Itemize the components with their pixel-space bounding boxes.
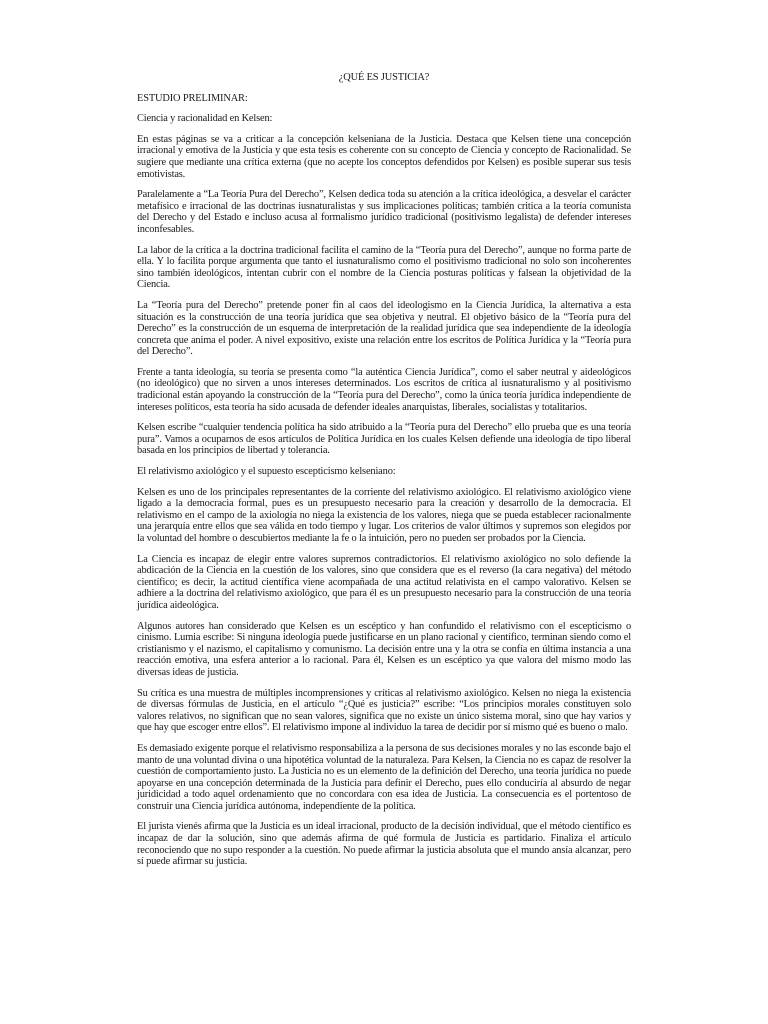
- paragraph: Kelsen es uno de los principales representantes de la corriente del relativismo axiológico. El relativismo axiológico viene ligado a la democracia formal, pues es un presupuesto necesario para la creación y desarrollo de la democracia. El relativismo en el campo de la axiología no niega la existencia de los valores, niega que se pueda establecer racionalmente una jerarquía entre ellos que sea válida en todo tiempo y lugar. Los criterios de valor últimos y supremos son elegidos por la voluntad del hombre o descubiertos mediante la fe o la intuición, pero no pueden ser probados por la Ciencia.: [137, 486, 631, 544]
- paragraph: La Ciencia es incapaz de elegir entre valores supremos contradictorios. El relativismo axiológico no solo defiende la abdicación de la Ciencia en la cuestión de los valores, sino que considera que es el reverso (la cara negativa) del método científico; es decir, la actitud científica viene acompañada de una actitud relativista en el campo valorativo. Kelsen se adhiere a la doctrina del relativismo axiológico, que para él es un presupuesto necesario para la construcción de una teoría jurídica aideológica.: [137, 553, 631, 611]
- paragraph: El jurista vienés afirma que la Justicia es un ideal irracional, producto de la decisión individual, que el método científico es incapaz de dar la solución, sino que además afirma de qué formula de Justicia es partidario. Finaliza el artículo reconociendo que no supo responder a la cuestión. No puede afirmar la justicia absoluta que el mundo ansía alcanzar, pero sí puede afirmar su justicia.: [137, 821, 631, 868]
- section-heading: ESTUDIO PRELIMINAR:: [137, 92, 248, 104]
- paragraph: Frente a tanta ideología, su teoría se presenta como “la auténtica Ciencia Jurídica”, como el saber neutral y aideológicos (no ideológico) que no sirven a unos intereses determinados. Los escritos de crítica al iusnaturalismo y al positivismo tradicional están apoyando la construcción de la “Teoría pura del Derecho”, como la única teoría jurídica independiente de intereses políticos, esta teoría ha sido acusada de defender ideales anarquistas, liberales, socialistas y totalitarios.: [137, 366, 631, 413]
- paragraph: Paralelamente a “La Teoría Pura del Derecho”, Kelsen dedica toda su atención a la crítica ideológica, a desvelar el carácter metafísico e irracional de las doctrinas iusnaturalistas y sus implicaciones políticas; también critica a la teoría comunista del Derecho y del Estado e incluso acusa al formalismo jurídico tradicional (positivismo legalista) de defender intereses inconfesables.: [137, 189, 631, 235]
- subheading-ciencia-racionalidad: Ciencia y racionalidad en Kelsen:: [137, 113, 273, 125]
- document-title: ¿QUÉ ES JUSTICIA?: [338, 72, 430, 83]
- paragraph: La “Teoría pura del Derecho” pretende poner fin al caos del ideologismo en la Ciencia Jurídica, la alternativa a esta situación es la construcción de una teoría jurídica que sea objetiva y neutral. El objetivo básico de la “Teoría pura del Derecho” es la construcción de un esquema de interpretación de la realidad jurídica que sea independiente de la ideología concreta que anima el poder. A nivel expositivo, existe una relación entre los escritos de Política Jurídica y la “Teoría pura del Derecho”.: [137, 299, 631, 358]
- subheading-relativismo: El relativismo axiológico y el supuesto escepticismo kelseniano:: [137, 466, 396, 478]
- paragraph: Kelsen escribe “cualquier tendencia política ha sido atribuido a la “Teoría pura del Derecho” ello prueba que es una teoría pura”. Vamos a ocuparnos de esos artículos de Política Jurídica en los cuales Kelsen defiende una ideología de tipo liberal basada en los principios de libertad y tolerancia.: [137, 422, 631, 457]
- document-page: [137, 72, 631, 877]
- paragraph: Es demasiado exigente porque el relativismo responsabiliza a la persona de sus decisiones morales y no las esconde bajo el manto de una voluntad divina o una hipotética voluntad de la naturaleza. Para Kelsen, la Ciencia no es capaz de resolver la cuestión de comportamiento justo. La Justicia no es un elemento de la definición del Derecho, una teoría jurídica no puede apoyarse en una concepción determinada de la Justicia para definir el Derecho, pues ello conduciría al absurdo de negar juridicidad a todo aquel ordenamiento que no concordara con esa idea de Justicia. La consecuencia es el portentoso de construir una Ciencia jurídica autónoma, independiente de la política.: [137, 742, 631, 812]
- paragraph: Algunos autores han considerado que Kelsen es un escéptico y han confundido el relativismo con el escepticismo o cinismo. Lumia escribe: Si ninguna ideología puede justificarse en un plano racional y científico, terminan siendo como el cristianismo y el nazismo, el capitalismo y comunismo. La decisión entre una y la otra se confía en última instancia a una reacción emotiva, una esfera anterior a lo racional. Para él, Kelsen es un escéptico ya que valora del mismo modo las diversas ideas de justicia.: [137, 620, 631, 678]
- paragraph: La labor de la crítica a la doctrina tradicional facilita el camino de la “Teoría pura del Derecho”, aunque no forma parte de ella. Y lo facilita porque argumenta que tanto el iusnaturalismo como el positivismo tradicional no solo son incoherentes sino también ideológicos, intentan cubrir con el nombre de la Ciencia posturas políticas y falsean la objetividad de la Ciencia.: [137, 244, 631, 291]
- paragraph: Su crítica es una muestra de múltiples incomprensiones y críticas al relativismo axiológico. Kelsen no niega la existencia de diversas fórmulas de Justicia, en el artículo “¿Qué es justicia?” escribe: “Los principios morales constituyen solo valores relativos, no significan que no sean valores, significa que no existe un único sistema moral, sino que hay varios y que hay que escoger entre ellos”. El relativismo impone al individuo la tarea de decidir por sí mismo qué es bueno o malo.: [137, 687, 631, 734]
- paragraph: En estas páginas se va a criticar a la concepción kelseniana de la Justicia. Destaca que Kelsen tiene una concepción irracional y emotiva de la Justicia y que esta tesis es coherente con su concepto de Ciencia y concepto de Racionalidad. Se sugiere que mediante una crítica externa (que no acepte los conceptos defendidos por Kelsen) es posible superar sus tesis emotivistas.: [137, 133, 631, 180]
